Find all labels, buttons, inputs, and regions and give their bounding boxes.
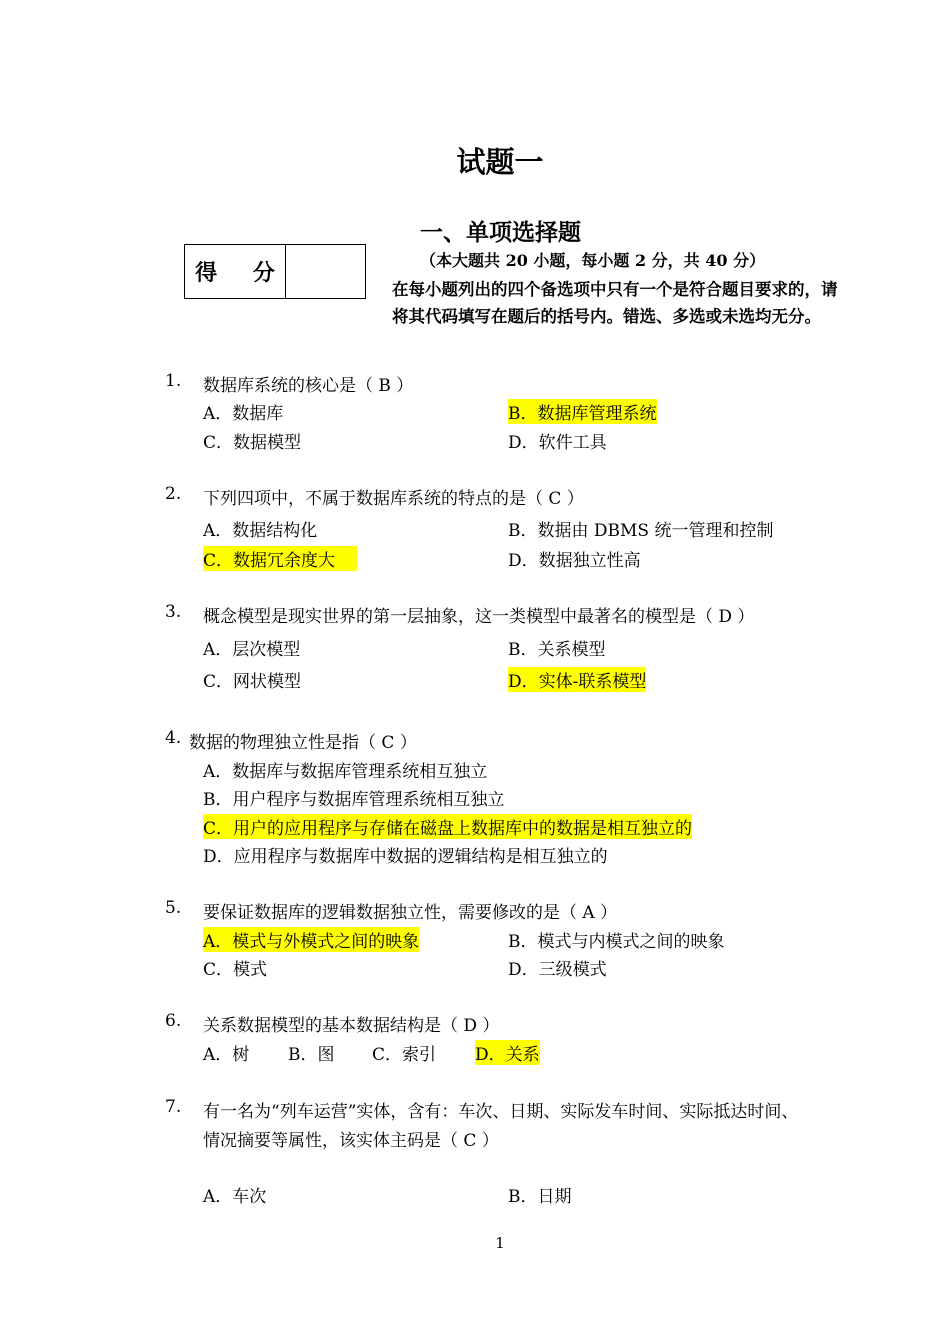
option: B．数据由 DBMS 统一管理和控制 (508, 521, 774, 541)
page-title: 试题一 (456, 145, 544, 179)
option: A．数据库与数据库管理系统相互独立 (203, 762, 488, 782)
option-answer: B．数据库管理系统 (508, 399, 657, 424)
score-value (286, 245, 365, 298)
option: C．数据模型 (203, 433, 302, 453)
option: D．三级模式 (508, 960, 607, 980)
option-answer: C．数据冗余度大 (203, 546, 357, 571)
question-number: 6. (165, 1011, 182, 1031)
question-number: 1. (165, 371, 182, 391)
option: B．日期 (508, 1187, 572, 1207)
question-stem: 下列四项中，不属于数据库系统的特点的是（ C ） (203, 489, 584, 509)
option: C．网状模型 (203, 672, 302, 692)
option: A．树 (203, 1045, 250, 1065)
question-stem: 关系数据模型的基本数据结构是（ D ） (203, 1016, 500, 1036)
option-answer: D．实体-联系模型 (508, 667, 646, 692)
option: B．关系模型 (508, 640, 606, 660)
option-answer: C．用户的应用程序与存储在磁盘上数据库中的数据是相互独立的 (203, 814, 692, 839)
option: D．数据独立性高 (508, 551, 641, 571)
option: B．用户程序与数据库管理系统相互独立 (203, 790, 505, 810)
score-label: 得 分 (185, 245, 286, 298)
page-number: 1 (495, 1234, 505, 1252)
question-stem-continued: 情况摘要等属性，该实体主码是（ C ） (203, 1131, 499, 1151)
option: A．数据库 (203, 404, 284, 424)
question-number: 7. (165, 1097, 182, 1117)
option-answer: A．模式与外模式之间的映象 (203, 927, 419, 952)
question-stem: 数据的物理独立性是指（ C ） (189, 733, 417, 753)
question-stem: 概念模型是现实世界的第一层抽象，这一类模型中最著名的模型是（ D ） (203, 607, 755, 627)
option: C．模式 (203, 960, 268, 980)
question-number: 3. (165, 602, 182, 622)
question-number: 4. (165, 728, 182, 748)
option: A．数据结构化 (203, 521, 318, 541)
score-box (184, 244, 366, 299)
option: B．图 (288, 1045, 335, 1065)
section-subtitle: （本大题共 20 小题，每小题 2 分，共 40 分） (420, 251, 766, 270)
section-title: 一、单项选择题 (420, 220, 581, 246)
option: B．模式与内模式之间的映象 (508, 932, 725, 952)
option: D．应用程序与数据库中数据的逻辑结构是相互独立的 (203, 847, 608, 867)
question-number: 2. (165, 484, 182, 504)
option: A．车次 (203, 1187, 267, 1207)
option: C．索引 (372, 1045, 437, 1065)
option: A．层次模型 (203, 640, 301, 660)
question-stem: 数据库系统的核心是（ B ） (203, 376, 414, 396)
section-description: 在每小题列出的四个备选项中只有一个是符合题目要求的，请将其代码填写在题后的括号内。错选、多选或未选均无分。 (392, 280, 838, 326)
question-number: 5. (165, 898, 182, 918)
question-stem: 要保证数据库的逻辑数据独立性，需要修改的是（ A ） (203, 903, 618, 923)
option-answer: D．关系 (475, 1040, 540, 1065)
option: D．软件工具 (508, 433, 607, 453)
question-stem: 有一名为“列车运营”实体，含有：车次、日期、实际发车时间、实际抵达时间、 (203, 1102, 799, 1122)
